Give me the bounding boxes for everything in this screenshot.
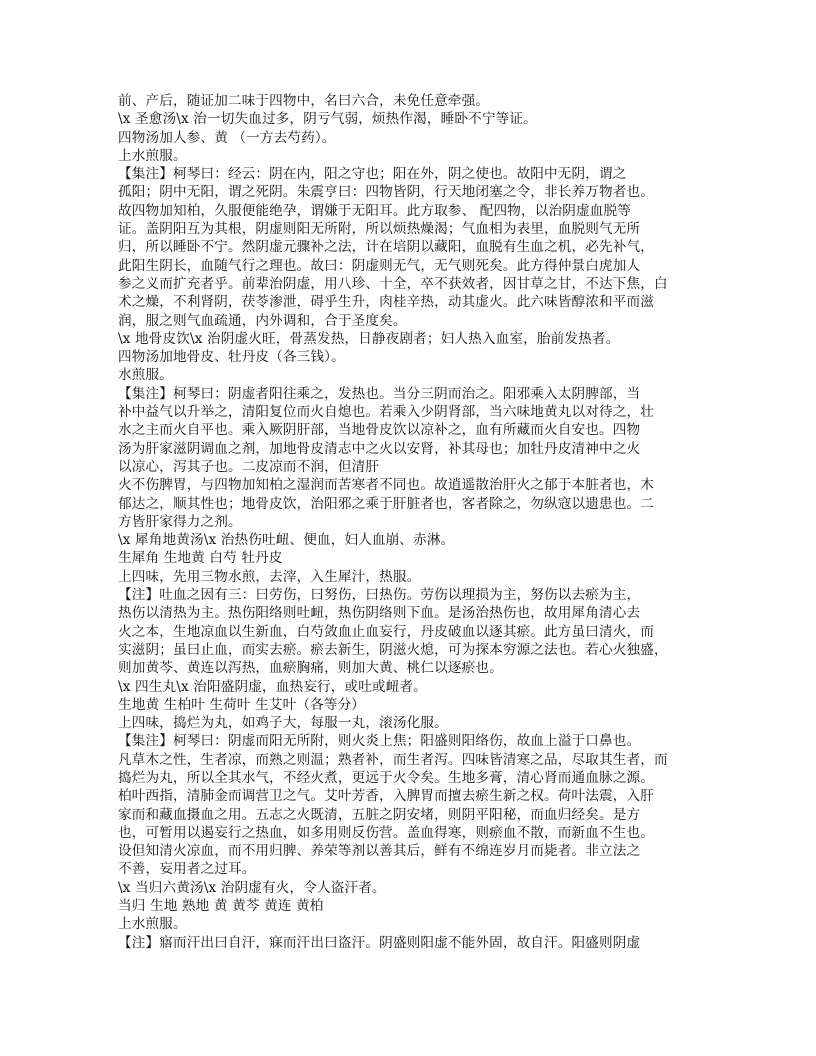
text-line: 上四味，捣烂为丸，如鸡子大，每服一丸，滚汤化服。 xyxy=(118,715,448,732)
text-line: 证。盖阴阳互为其根，阴虚则阳无所附，所以烦热燥渴；气血相为表里，血脱则气无所 xyxy=(118,221,641,238)
text-line: 参之义而扩充者乎。前辈治阴虚，用八珍、十全，卒不获效者，因甘草之甘，不达下焦，白 xyxy=(118,275,668,292)
text-line: 方皆肝家得力之剂。 xyxy=(118,513,242,530)
text-line: 前、产后，随证加二味于四物中，名曰六合，未免任意牵强。 xyxy=(118,93,490,109)
text-line: 上水煎服。 xyxy=(118,147,187,164)
text-line: 此阳生阴长，血随气行之理也。故曰：阴虚则无气，无气则死矣。此方得仲景白虎加人 xyxy=(118,257,641,274)
text-line: 故四物加知柏，久服便能绝孕，谓嫌于无阳耳。此方取参、 配四物，以治阴虚血脱等 xyxy=(118,202,631,219)
text-line: 则加黄芩、黄连以泻热，血瘀胸痛，则加大黄、桃仁以逐瘀也。 xyxy=(118,660,503,677)
text-line: 生地黄 生柏叶 生荷叶 生艾叶（各等分） xyxy=(118,696,366,713)
text-line: 设但知清火凉血，而不用归脾、养荣等剂以善其后，鲜有不绵连岁月而毙者。非立法之 xyxy=(118,843,641,860)
text-line: 生犀角 生地黄 白芍 牡丹皮 xyxy=(118,550,283,567)
text-line: 汤为肝家滋阴调血之剂，加地骨皮清志中之火以安肾，补其母也；加牡丹皮清神中之火 xyxy=(118,440,641,457)
text-line: 凡草木之性，生者凉，而熟之则温；熟者补，而生者泻。四味皆清寒之品，尽取其生者，而 xyxy=(118,751,668,768)
text-line: 柏叶西指，清肺金而调营卫之气。艾叶芳香，入脾胃而擅去瘀生新之权。荷叶法震，入肝 xyxy=(118,788,655,805)
text-line: \x 四生丸\x 治阳盛阴虚，血热妄行，或吐或衄者。 xyxy=(118,678,427,695)
text-line: 捣烂为丸，所以全其水气，不经火煮，更远于火令矣。生地多膏，清心肾而通血脉之源。 xyxy=(118,769,655,786)
text-line: \x 圣愈汤\x 治一切失血过多，阴亏气弱，烦热作渴，睡卧不宁等证。 xyxy=(118,111,537,128)
text-line: 四物汤加地骨皮、牡丹皮（各三钱）。 xyxy=(118,349,345,366)
text-line: 郁达之，顺其性也；地骨皮饮，治阳邪之乘于肝脏者也，客者除之，勿纵寇以遗患也。二 xyxy=(118,495,655,512)
text-line: 【集注】柯琴曰：阴虚者阳往乘之，发热也。当分三阴而治之。阳邪乘入太阴脾部，当 xyxy=(118,385,641,402)
text-line: 火之本，生地凉血以生新血，白芍敛血止血妄行，丹皮破血以逐其瘀。此方虽曰清火，而 xyxy=(118,623,655,640)
text-line: 以凉心，泻其子也。二皮凉而不润，但清肝 xyxy=(118,458,380,475)
text-line: 补中益气以升举之，清阳复位而火自熄也。若乘入少阴肾部，当六味地黄丸以对待之，壮 xyxy=(118,404,655,421)
text-line: 术之燥，不利肾阴，茯苓渗泄，碍乎生升，肉桂辛热，动其虚火。此六味皆醇浓和平而滋 xyxy=(118,294,655,311)
text-line: 不善，妄用者之过耳。 xyxy=(118,861,256,878)
text-line: 孤阳；阴中无阳，谓之死阴。朱震亨曰：四物皆阴，行天地闭塞之令，非长养万物者也。 xyxy=(118,184,655,201)
text-line: 当归 生地 熟地 黄 黄芩 黄连 黄柏 xyxy=(118,898,324,915)
text-line: 水之主而火自平也。乘入厥阴肝部，当地骨皮饮以凉补之，血有所藏而火自安也。四物 xyxy=(118,422,641,439)
text-line: \x 当归六黄汤\x 治阴虚有火，令人盗汗者。 xyxy=(118,879,386,896)
text-line: \x 地骨皮饮\x 治阴虚火旺，骨蒸发热，日静夜剧者；妇人热入血室，胎前发热者。 xyxy=(118,330,620,347)
text-line: 实滋阴；虽曰止血，而实去瘀。瘀去新生，阴滋火熄，可为探本穷源之法也。若心火独盛， xyxy=(118,641,668,658)
text-line: 水煎服。 xyxy=(118,367,173,384)
text-line: 上水煎服。 xyxy=(118,916,187,933)
text-line: 热伤以清热为主。热伤阳络则吐衄，热伤阴络则下血。是汤治热伤也，故用犀角清心去 xyxy=(118,605,641,622)
text-line: 归，所以睡卧不宁。然阴虚元骤补之法，计在培阴以藏阳，血脱有生血之机，必先补气， xyxy=(118,239,655,256)
text-line: 【集注】柯琴曰：阴虚而阳无所附，则火炎上焦；阳盛则阳络伤，故血上溢于口鼻也。 xyxy=(118,733,641,750)
text-line: \x 犀角地黄汤\x 治热伤吐衄、便血，妇人血崩、赤淋。 xyxy=(118,532,455,549)
text-line: 也，可暂用以遏妄行之热血，如多用则反伤营。盖血得寒，则瘀血不散，而新血不生也。 xyxy=(118,824,655,841)
text-line: 四物汤加人参、黄 （一方去芍药）。 xyxy=(118,129,336,146)
document-body xyxy=(118,92,718,952)
text-line: 【注】吐血之因有三：曰劳伤，曰努伤，曰热伤。劳伤以理损为主，努伤以去瘀为主， xyxy=(118,587,641,604)
text-line: 火不伤脾胃，与四物加知柏之湿润而苦寒者不同也。故逍遥散治肝火之郁于本脏者也，木 xyxy=(118,477,655,494)
text-line: 家而和藏血摄血之用。五志之火既清，五脏之阴安堵，则阴平阳秘，而血归经矣。是方 xyxy=(118,806,641,823)
text-line: 上四味，先用三物水煎，去滓，入生犀汁，热服。 xyxy=(118,568,421,585)
text-line: 【注】寤而汗出曰自汗，寐而汗出曰盗汗。阴盛则阳虚不能外固，故自汗。阳盛则阴虚 xyxy=(118,934,641,951)
text-line: 润，服之则气血疏通，内外调和，合于圣度矣。 xyxy=(118,312,407,329)
text-line: 【集注】柯琴曰：经云：阴在内，阳之守也；阳在外，阴之使也。故阳中无阴，谓之 xyxy=(118,166,627,183)
